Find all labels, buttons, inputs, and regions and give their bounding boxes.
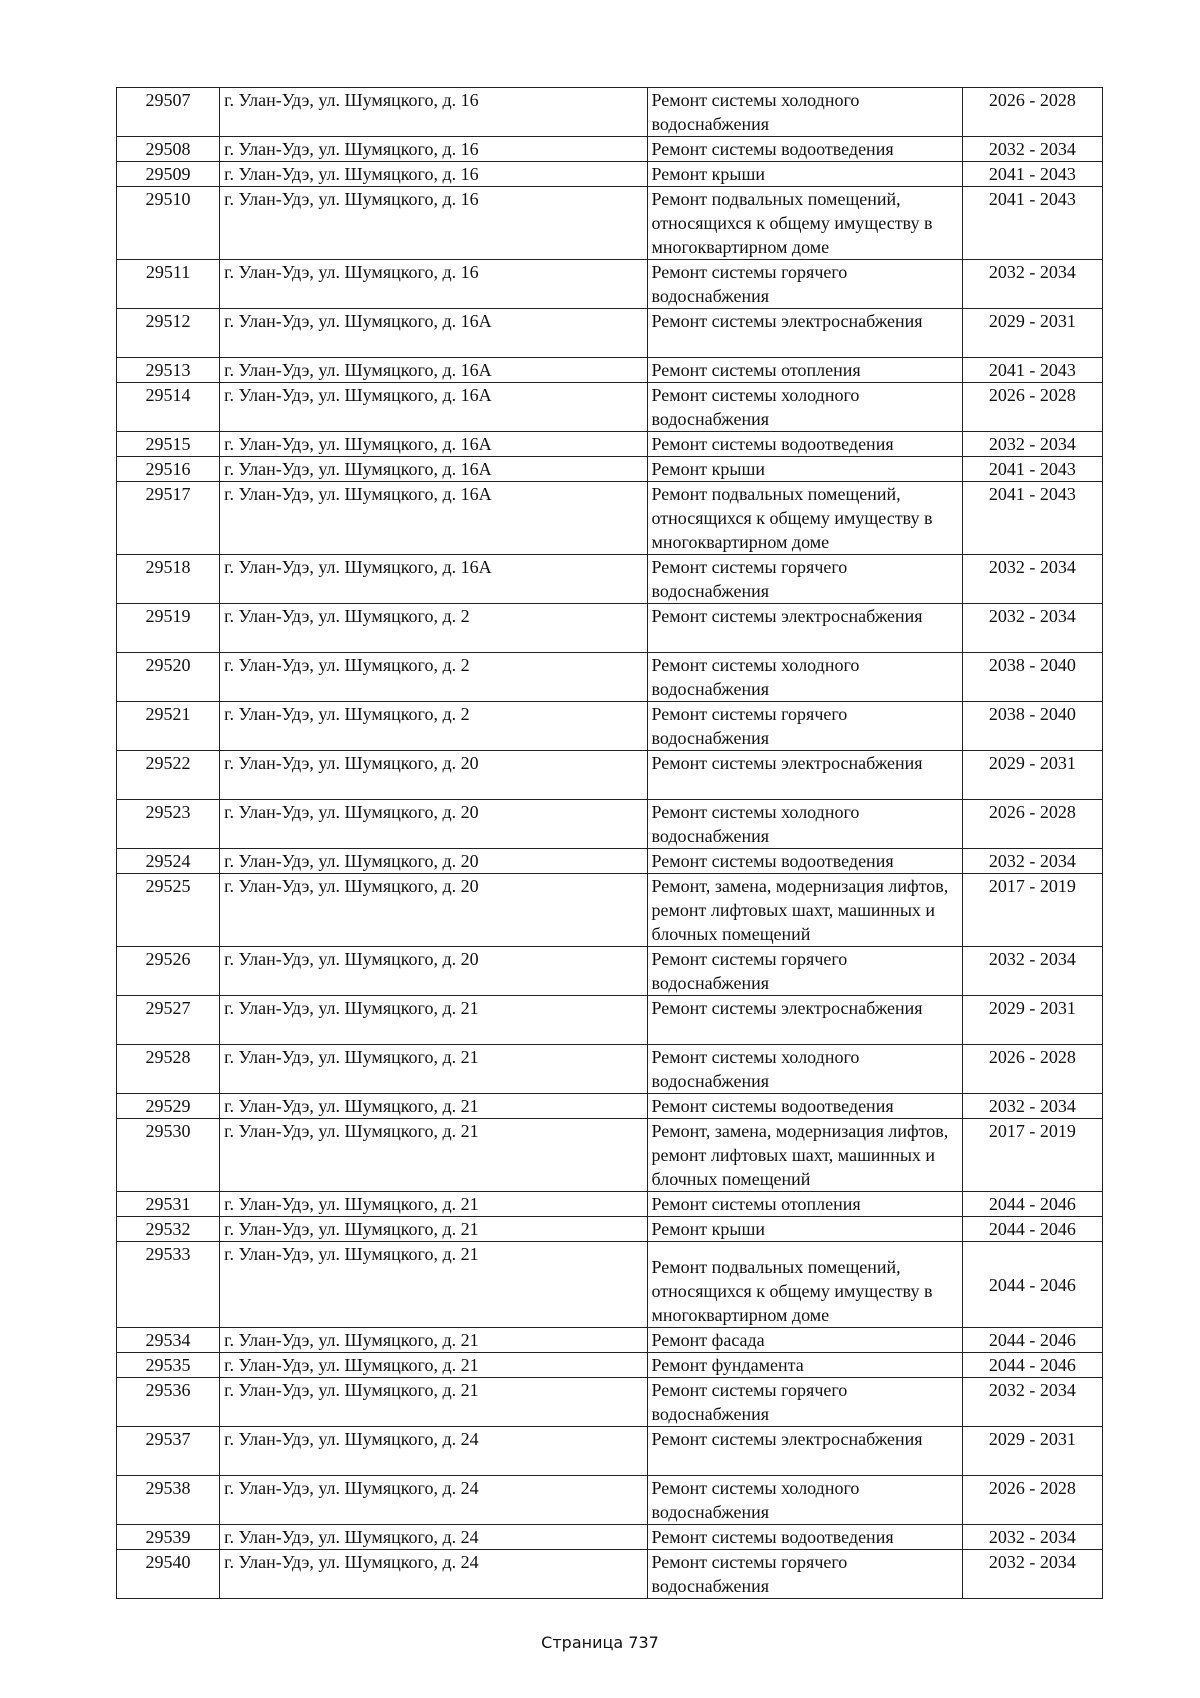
- row-number: 29536: [117, 1378, 220, 1427]
- table-row: [117, 874, 1103, 947]
- period-cell: 2041 - 2043: [962, 482, 1102, 555]
- table-body: [117, 88, 1103, 1599]
- period-cell: 2026 - 2028: [962, 88, 1102, 137]
- table-row: [117, 1550, 1103, 1599]
- address-cell: г. Улан-Удэ, ул. Шумяцкого, д. 21: [220, 1217, 647, 1242]
- period-cell: 2041 - 2043: [962, 358, 1102, 383]
- table-row: [117, 88, 1103, 137]
- table-row: [117, 947, 1103, 996]
- period-cell: 2032 - 2034: [962, 260, 1102, 309]
- work-type-cell: Ремонт системы водоотведения: [647, 1525, 962, 1550]
- period-cell: 2032 - 2034: [962, 555, 1102, 604]
- table-row: [117, 1378, 1103, 1427]
- row-number: 29517: [117, 482, 220, 555]
- address-cell: г. Улан-Удэ, ул. Шумяцкого, д. 21: [220, 1045, 647, 1094]
- period-cell: 2032 - 2034: [962, 1094, 1102, 1119]
- row-number: 29510: [117, 187, 220, 260]
- address-cell: г. Улан-Удэ, ул. Шумяцкого, д. 2: [220, 604, 647, 653]
- period-cell: 2029 - 2031: [962, 996, 1102, 1045]
- period-cell: 2044 - 2046: [962, 1353, 1102, 1378]
- table-row: [117, 1119, 1103, 1192]
- address-cell: г. Улан-Удэ, ул. Шумяцкого, д. 2: [220, 702, 647, 751]
- row-number: 29518: [117, 555, 220, 604]
- address-cell: г. Улан-Удэ, ул. Шумяцкого, д. 24: [220, 1550, 647, 1599]
- period-cell: 2032 - 2034: [962, 432, 1102, 457]
- address-cell: г. Улан-Удэ, ул. Шумяцкого, д. 24: [220, 1525, 647, 1550]
- work-type-cell: Ремонт системы электроснабжения: [647, 604, 962, 653]
- work-type-cell: Ремонт подвальных помещений, относящихся к общему имуществу в многоквартирном доме: [647, 482, 962, 555]
- row-number: 29530: [117, 1119, 220, 1192]
- address-cell: г. Улан-Удэ, ул. Шумяцкого, д. 16: [220, 162, 647, 187]
- period-cell: 2044 - 2046: [962, 1328, 1102, 1353]
- period-cell: 2032 - 2034: [962, 1378, 1102, 1427]
- work-type-cell: Ремонт системы горячего водоснабжения: [647, 555, 962, 604]
- period-cell: 2038 - 2040: [962, 653, 1102, 702]
- row-number: 29509: [117, 162, 220, 187]
- period-cell: 2017 - 2019: [962, 874, 1102, 947]
- period-cell: 2026 - 2028: [962, 1045, 1102, 1094]
- work-type-cell: Ремонт системы холодного водоснабжения: [647, 653, 962, 702]
- row-number: 29529: [117, 1094, 220, 1119]
- table-row: [117, 702, 1103, 751]
- table-row: [117, 309, 1103, 358]
- period-cell: 2041 - 2043: [962, 187, 1102, 260]
- row-number: 29534: [117, 1328, 220, 1353]
- period-cell: 2038 - 2040: [962, 702, 1102, 751]
- address-cell: г. Улан-Удэ, ул. Шумяцкого, д. 21: [220, 1094, 647, 1119]
- row-number: 29513: [117, 358, 220, 383]
- row-number: 29511: [117, 260, 220, 309]
- period-cell: 2032 - 2034: [962, 947, 1102, 996]
- work-type-cell: Ремонт системы электроснабжения: [647, 309, 962, 358]
- work-type-cell: Ремонт системы водоотведения: [647, 1094, 962, 1119]
- table-row: [117, 800, 1103, 849]
- table-row: [117, 751, 1103, 800]
- table-row: [117, 457, 1103, 482]
- work-type-cell: Ремонт системы водоотведения: [647, 137, 962, 162]
- work-type-cell: Ремонт, замена, модернизация лифтов, ремонт лифтовых шахт, машинных и блочных помещений: [647, 874, 962, 947]
- table-row: [117, 187, 1103, 260]
- period-cell: 2041 - 2043: [962, 162, 1102, 187]
- table-row: [117, 1328, 1103, 1353]
- row-number: 29522: [117, 751, 220, 800]
- row-number: 29532: [117, 1217, 220, 1242]
- period-cell: 2032 - 2034: [962, 604, 1102, 653]
- row-number: 29521: [117, 702, 220, 751]
- period-cell: 2044 - 2046: [962, 1192, 1102, 1217]
- row-number: 29527: [117, 996, 220, 1045]
- address-cell: г. Улан-Удэ, ул. Шумяцкого, д. 2: [220, 653, 647, 702]
- row-number: 29515: [117, 432, 220, 457]
- table-row: [117, 1353, 1103, 1378]
- table-row: [117, 1242, 1103, 1328]
- period-cell: 2044 - 2046: [962, 1242, 1102, 1328]
- work-type-cell: Ремонт крыши: [647, 457, 962, 482]
- row-number: 29538: [117, 1476, 220, 1525]
- address-cell: г. Улан-Удэ, ул. Шумяцкого, д. 21: [220, 1328, 647, 1353]
- table-row: [117, 358, 1103, 383]
- work-type-cell: Ремонт системы горячего водоснабжения: [647, 1550, 962, 1599]
- row-number: 29525: [117, 874, 220, 947]
- period-cell: 2044 - 2046: [962, 1217, 1102, 1242]
- row-number: 29519: [117, 604, 220, 653]
- work-type-cell: Ремонт системы холодного водоснабжения: [647, 88, 962, 137]
- address-cell: г. Улан-Удэ, ул. Шумяцкого, д. 21: [220, 1378, 647, 1427]
- address-cell: г. Улан-Удэ, ул. Шумяцкого, д. 16А: [220, 432, 647, 457]
- period-cell: 2029 - 2031: [962, 309, 1102, 358]
- row-number: 29528: [117, 1045, 220, 1094]
- address-cell: г. Улан-Удэ, ул. Шумяцкого, д. 21: [220, 1353, 647, 1378]
- table-row: [117, 1427, 1103, 1476]
- table-row: [117, 1525, 1103, 1550]
- table-row: [117, 162, 1103, 187]
- table-row: [117, 555, 1103, 604]
- address-cell: г. Улан-Удэ, ул. Шумяцкого, д. 24: [220, 1427, 647, 1476]
- period-cell: 2032 - 2034: [962, 849, 1102, 874]
- address-cell: г. Улан-Удэ, ул. Шумяцкого, д. 21: [220, 1242, 647, 1328]
- period-cell: 2026 - 2028: [962, 1476, 1102, 1525]
- table-row: [117, 996, 1103, 1045]
- work-type-cell: Ремонт системы горячего водоснабжения: [647, 947, 962, 996]
- period-cell: 2029 - 2031: [962, 1427, 1102, 1476]
- table-row: [117, 383, 1103, 432]
- period-cell: 2032 - 2034: [962, 1550, 1102, 1599]
- address-cell: г. Улан-Удэ, ул. Шумяцкого, д. 21: [220, 1192, 647, 1217]
- row-number: 29533: [117, 1242, 220, 1328]
- address-cell: г. Улан-Удэ, ул. Шумяцкого, д. 16: [220, 260, 647, 309]
- row-number: 29526: [117, 947, 220, 996]
- work-type-cell: Ремонт системы отопления: [647, 358, 962, 383]
- table-row: [117, 1045, 1103, 1094]
- work-type-cell: Ремонт системы электроснабжения: [647, 751, 962, 800]
- table-row: [117, 482, 1103, 555]
- address-cell: г. Улан-Удэ, ул. Шумяцкого, д. 20: [220, 800, 647, 849]
- work-type-cell: Ремонт системы водоотведения: [647, 849, 962, 874]
- page-number: Страница 737: [541, 1633, 659, 1652]
- work-type-cell: Ремонт системы холодного водоснабжения: [647, 383, 962, 432]
- row-number: 29507: [117, 88, 220, 137]
- address-cell: г. Улан-Удэ, ул. Шумяцкого, д. 16: [220, 137, 647, 162]
- address-cell: г. Улан-Удэ, ул. Шумяцкого, д. 21: [220, 996, 647, 1045]
- table-row: [117, 1094, 1103, 1119]
- period-cell: 2041 - 2043: [962, 457, 1102, 482]
- period-cell: 2032 - 2034: [962, 1525, 1102, 1550]
- period-cell: 2029 - 2031: [962, 751, 1102, 800]
- period-cell: 2032 - 2034: [962, 137, 1102, 162]
- row-number: 29516: [117, 457, 220, 482]
- address-cell: г. Улан-Удэ, ул. Шумяцкого, д. 16А: [220, 482, 647, 555]
- address-cell: г. Улан-Удэ, ул. Шумяцкого, д. 16А: [220, 457, 647, 482]
- work-type-cell: Ремонт системы холодного водоснабжения: [647, 1476, 962, 1525]
- table-row: [117, 849, 1103, 874]
- work-type-cell: Ремонт крыши: [647, 1217, 962, 1242]
- address-cell: г. Улан-Удэ, ул. Шумяцкого, д. 20: [220, 947, 647, 996]
- work-type-cell: Ремонт системы отопления: [647, 1192, 962, 1217]
- address-cell: г. Улан-Удэ, ул. Шумяцкого, д. 21: [220, 1119, 647, 1192]
- work-type-cell: Ремонт фундамента: [647, 1353, 962, 1378]
- period-cell: 2017 - 2019: [962, 1119, 1102, 1192]
- table-row: [117, 653, 1103, 702]
- table-row: [117, 1476, 1103, 1525]
- row-number: 29512: [117, 309, 220, 358]
- row-number: 29520: [117, 653, 220, 702]
- work-type-cell: Ремонт системы водоотведения: [647, 432, 962, 457]
- period-cell: 2026 - 2028: [962, 383, 1102, 432]
- work-type-cell: Ремонт, замена, модернизация лифтов, ремонт лифтовых шахт, машинных и блочных помещений: [647, 1119, 962, 1192]
- work-type-cell: Ремонт системы горячего водоснабжения: [647, 260, 962, 309]
- period-cell: 2026 - 2028: [962, 800, 1102, 849]
- address-cell: г. Улан-Удэ, ул. Шумяцкого, д. 16А: [220, 555, 647, 604]
- work-type-cell: Ремонт системы горячего водоснабжения: [647, 1378, 962, 1427]
- address-cell: г. Улан-Удэ, ул. Шумяцкого, д. 16: [220, 187, 647, 260]
- work-type-cell: Ремонт подвальных помещений, относящихся к общему имуществу в многоквартирном доме: [647, 187, 962, 260]
- table-row: [117, 1192, 1103, 1217]
- work-type-cell: Ремонт системы холодного водоснабжения: [647, 1045, 962, 1094]
- row-number: 29524: [117, 849, 220, 874]
- row-number: 29540: [117, 1550, 220, 1599]
- table-row: [117, 1217, 1103, 1242]
- row-number: 29523: [117, 800, 220, 849]
- address-cell: г. Улан-Удэ, ул. Шумяцкого, д. 24: [220, 1476, 647, 1525]
- row-number: 29508: [117, 137, 220, 162]
- repair-schedule-table: [116, 87, 1103, 1599]
- address-cell: г. Улан-Удэ, ул. Шумяцкого, д. 16А: [220, 358, 647, 383]
- address-cell: г. Улан-Удэ, ул. Шумяцкого, д. 20: [220, 751, 647, 800]
- address-cell: г. Улан-Удэ, ул. Шумяцкого, д. 20: [220, 849, 647, 874]
- table-row: [117, 137, 1103, 162]
- work-type-cell: Ремонт системы электроснабжения: [647, 1427, 962, 1476]
- work-type-cell: Ремонт системы горячего водоснабжения: [647, 702, 962, 751]
- table-row: [117, 604, 1103, 653]
- table-row: [117, 432, 1103, 457]
- address-cell: г. Улан-Удэ, ул. Шумяцкого, д. 16: [220, 88, 647, 137]
- address-cell: г. Улан-Удэ, ул. Шумяцкого, д. 16А: [220, 383, 647, 432]
- row-number: 29537: [117, 1427, 220, 1476]
- row-number: 29514: [117, 383, 220, 432]
- table-row: [117, 260, 1103, 309]
- work-type-cell: Ремонт системы холодного водоснабжения: [647, 800, 962, 849]
- row-number: 29535: [117, 1353, 220, 1378]
- work-type-cell: Ремонт системы электроснабжения: [647, 996, 962, 1045]
- address-cell: г. Улан-Удэ, ул. Шумяцкого, д. 16А: [220, 309, 647, 358]
- address-cell: г. Улан-Удэ, ул. Шумяцкого, д. 20: [220, 874, 647, 947]
- work-type-cell: Ремонт подвальных помещений, относящихся к общему имуществу в многоквартирном доме: [647, 1242, 962, 1328]
- row-number: 29531: [117, 1192, 220, 1217]
- work-type-cell: Ремонт крыши: [647, 162, 962, 187]
- work-type-cell: Ремонт фасада: [647, 1328, 962, 1353]
- row-number: 29539: [117, 1525, 220, 1550]
